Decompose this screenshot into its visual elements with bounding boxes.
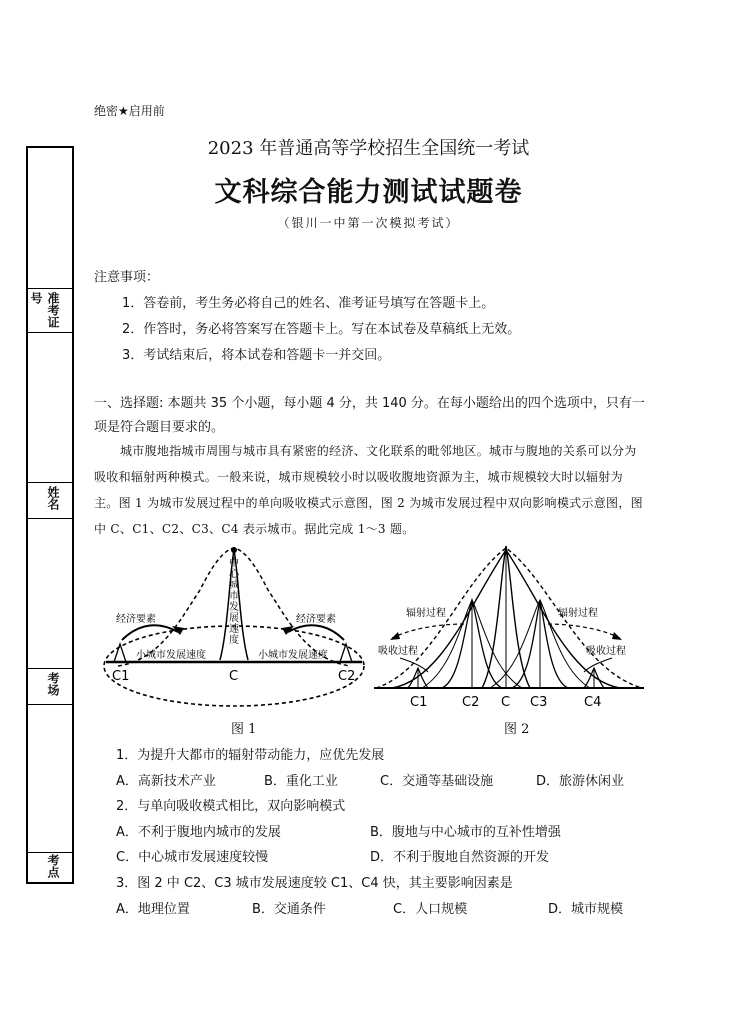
confidential-mark: 绝密★启用前 — [94, 104, 165, 118]
label-room: 考场 — [46, 672, 60, 696]
note-item: 1．答卷前，考生务必将自己的姓名、准考证号填写在答题卡上。 — [122, 296, 495, 311]
question-2-option-a: A．不利于腹地内城市的发展 — [116, 825, 281, 840]
econ-label-right: 经济要素 — [296, 614, 336, 625]
page-title: 文科综合能力测试试题卷 — [214, 177, 523, 208]
question-1-stem: 1．为提升大都市的辐射带动能力，应优先发展 — [116, 748, 385, 763]
sidebar-box-room — [28, 668, 72, 705]
small-city-label-right: 小城市发展速度 — [258, 650, 328, 661]
page-subtitle: （银川一中第一次模拟考试） — [277, 216, 460, 230]
absorb-label-right: 吸收过程 — [586, 646, 626, 657]
small-peak-left — [114, 644, 126, 662]
center-peak-dot — [231, 547, 237, 553]
city-c-label: C — [229, 669, 239, 684]
city-c2-label: C2 — [338, 669, 356, 684]
econ-arrow-right — [288, 625, 344, 640]
econ-label-left: 经济要素 — [116, 614, 156, 625]
question-2-option-c: C．中心城市发展速度较慢 — [116, 850, 269, 865]
candidate-info-sidebar — [26, 146, 74, 884]
radiate-arrow-left-head — [390, 632, 400, 640]
figure-1-diagram — [100, 540, 370, 715]
figure-1-caption: 图 1 — [231, 722, 257, 737]
reading-passage: 城市腹地指城市周围与城市具有紧密的经济、文化联系的毗邻地区。城市与腹地的关系可以分为吸收和辐射两种模式。一般来说，城市规模较小时以吸收腹地资源为主，城市规模较大时以辐射为主。图 1 为城市发展过程中的单向吸收模式示意图，图 2 为城市发展过程中双向影响模式示意图，图中 C、C1、C2、C3、C4 表示城市。据此完成 1～3 题。 — [94, 444, 643, 536]
label-exam-number: 准考证号 — [29, 292, 60, 328]
small-city-label-left: 小城市发展速度 — [136, 650, 206, 661]
center-speed-label: 中心城市发展速度 — [229, 558, 239, 646]
sidebar-box-blank-3 — [28, 518, 72, 669]
question-3-option-b: B．交通条件 — [252, 902, 326, 917]
question-1-option-c: C．交通等基础设施 — [380, 774, 494, 789]
question-3-option-a: A．地理位置 — [116, 902, 190, 917]
question-3-option-d: D．城市规模 — [548, 902, 624, 917]
question-3-option-c: C．人口规模 — [393, 902, 468, 917]
sidebar-box-site — [28, 852, 72, 882]
absorb-label-left: 吸收过程 — [378, 646, 418, 657]
section-instructions: 一、选择题: 本题共 35 个小题，每小题 4 分，共 140 分。在每小题给出的四个选项中，只有一项是符合题目要求的。 — [94, 396, 645, 435]
radiate-label-left: 辐射过程 — [406, 608, 446, 619]
econ-arrow-left — [122, 625, 178, 640]
sidebar-box-exam-number — [28, 288, 72, 333]
sidebar-box-name — [28, 482, 72, 519]
exam-name: 2023 年普通高等学校招生全国统一考试 — [207, 138, 530, 159]
radiate-label-right: 辐射过程 — [558, 608, 598, 619]
figure-2-caption: 图 2 — [504, 722, 530, 737]
absorb-arrow-left — [400, 658, 428, 672]
notes-heading: 注意事项： — [94, 270, 160, 285]
radiate-arrow-right-head — [612, 632, 622, 640]
small-peak-right — [340, 644, 352, 662]
question-3-stem: 3．图 2 中 C2、C3 城市发展速度较 C1、C4 快，其主要影响因素是 — [116, 876, 513, 891]
question-1-option-a: A．高新技术产业 — [116, 774, 216, 789]
question-2-option-b: B．腹地与中心城市的互补性增强 — [370, 825, 561, 840]
sidebar-box-blank-2 — [28, 332, 72, 483]
question-1-option-b: B．重化工业 — [264, 774, 338, 789]
question-1-option-d: D．旅游休闲业 — [536, 774, 625, 789]
label-name: 姓名 — [46, 486, 60, 510]
city-label: C2 — [462, 695, 480, 710]
question-2-stem: 2．与单向吸收模式相比，双向影响模式 — [116, 799, 346, 814]
figure-2-diagram — [372, 540, 646, 715]
city-label: C1 — [410, 695, 428, 710]
city-label: C — [501, 695, 511, 710]
label-site: 考点 — [46, 854, 60, 878]
city-label: C4 — [584, 695, 602, 710]
note-item: 2．作答时，务必将答案写在答题卡上。写在本试卷及草稿纸上无效。 — [122, 322, 521, 337]
city-c1-label: C1 — [112, 669, 130, 684]
note-item: 3．考试结束后，将本试卷和答题卡一并交回。 — [122, 348, 391, 363]
question-2-option-d: D．不利于腹地自然资源的开发 — [370, 850, 550, 865]
sidebar-box-blank-1 — [28, 148, 72, 289]
sidebar-box-blank-4 — [28, 704, 72, 853]
city-label: C3 — [530, 695, 548, 710]
